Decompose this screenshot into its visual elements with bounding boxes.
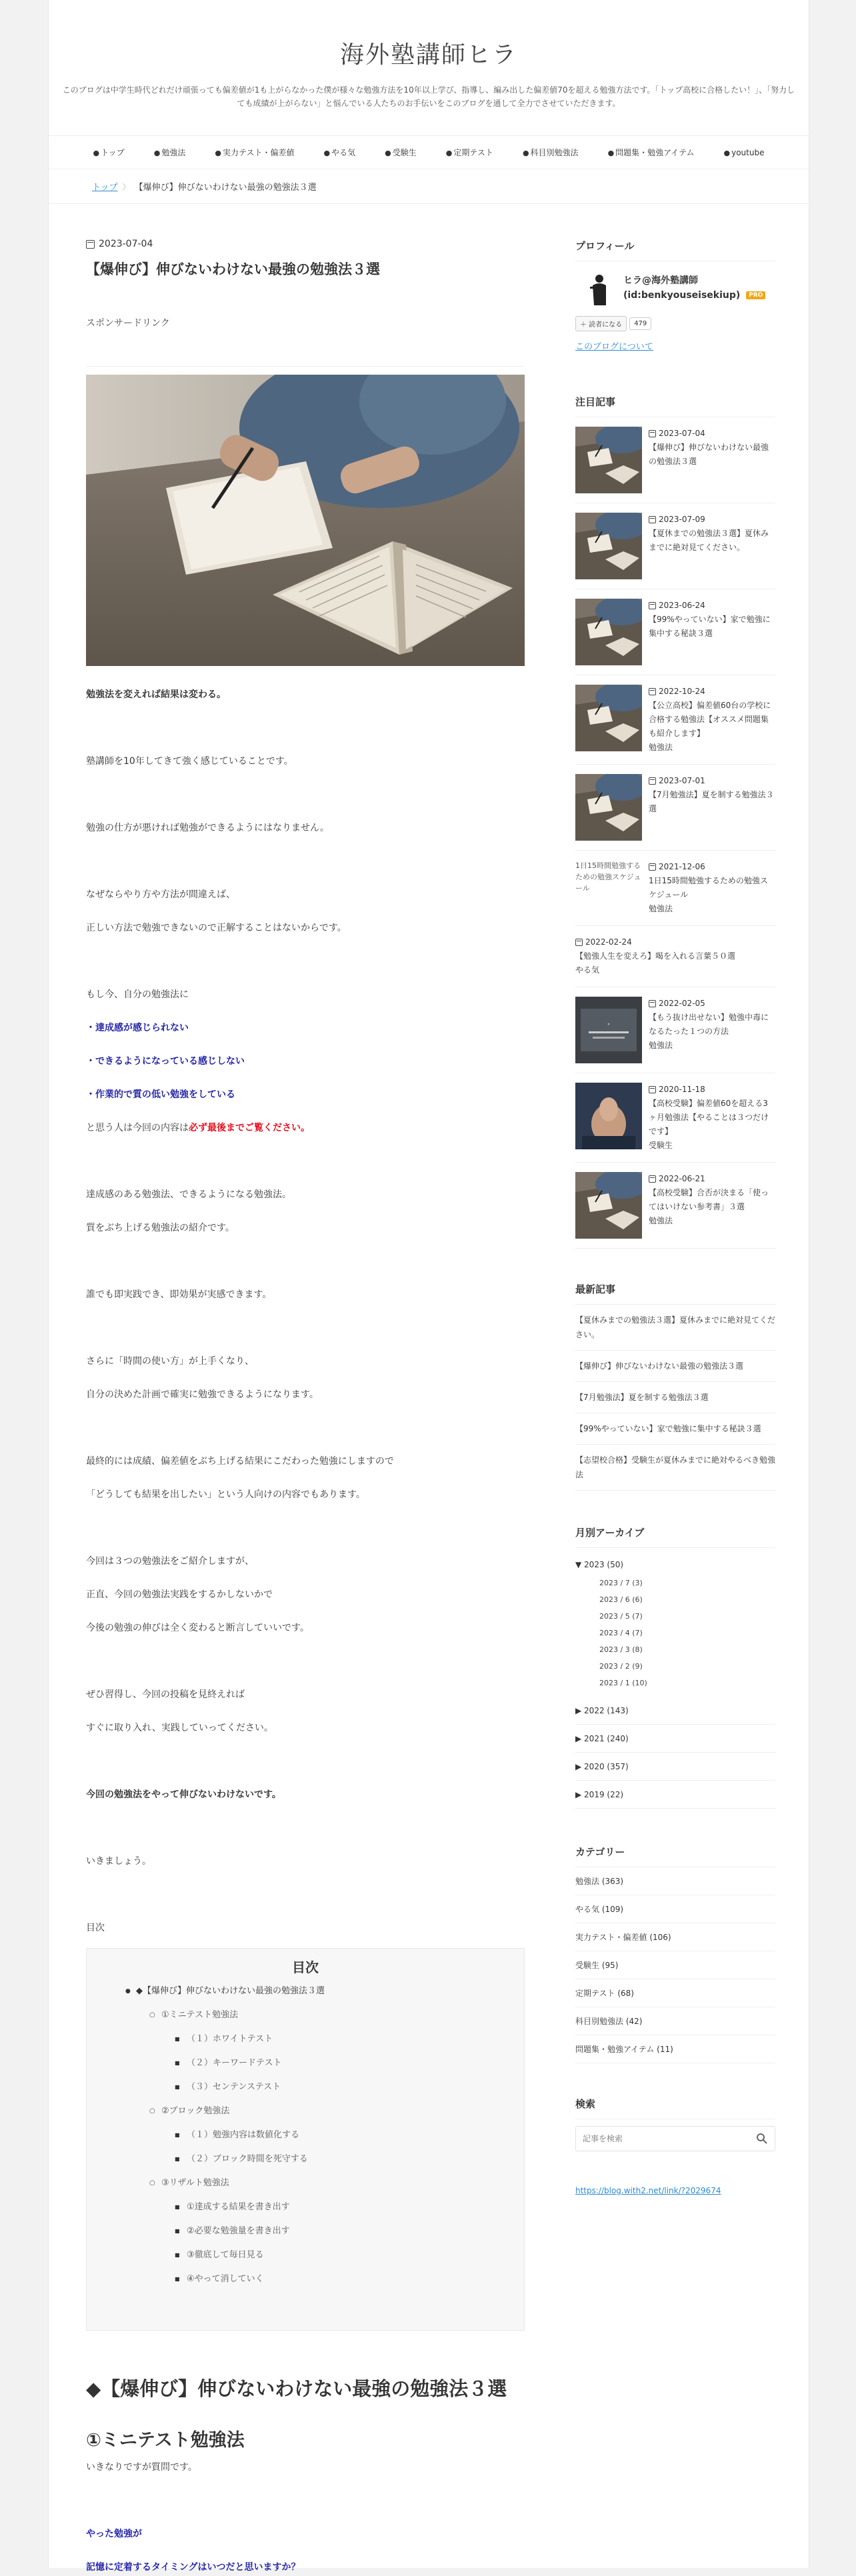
category-widget	[575, 1845, 775, 2063]
nav-item-regular-test[interactable]: ● 定期テスト	[431, 147, 508, 158]
recent-list	[575, 1305, 775, 1491]
recent-article-link[interactable]: 【爆伸び】伸びないわけない最強の勉強法３選	[575, 1351, 775, 1382]
nav-item-top[interactable]: ● トップ	[79, 147, 139, 158]
toc-item[interactable]: ■ ②必要な勉強量を書き出す	[115, 2219, 524, 2243]
article-thumbnail[interactable]	[575, 599, 642, 665]
featured-widget	[575, 395, 775, 1249]
featured-date-text: 2023-07-09	[659, 515, 705, 524]
nav-item-subject-study[interactable]: ● 科目別勉強法	[508, 147, 593, 158]
paragraph: 「どうしても結果を出したい」という人向けの内容でもあります。	[86, 1489, 365, 1500]
calendar-icon	[649, 1175, 656, 1183]
paragraph: 自分の決めた計画で確実に勉強できるようになります。	[86, 1389, 319, 1400]
featured-text	[649, 1172, 775, 1239]
toc-list	[115, 1979, 524, 2291]
paragraph-text: と思う人は今回の内容は	[86, 1123, 189, 1133]
paragraph: いきなりですが質問です。	[86, 2462, 197, 2473]
featured-article[interactable]	[575, 926, 775, 987]
featured-text	[649, 1083, 775, 1153]
featured-category[interactable]: 勉強法	[649, 1216, 673, 1225]
featured-title[interactable]: 1日15時間勉強するための勉強スケジュール	[649, 876, 768, 899]
nav-item-workbooks[interactable]: ● 問題集・勉強アイテム	[593, 147, 709, 158]
featured-date	[649, 774, 775, 788]
site-title[interactable]: 海外塾講師ヒラ	[339, 41, 517, 69]
recent-article-link[interactable]: 【志望校合格】受験生が夏休みまでに絶対やるべき勉強法	[575, 1445, 775, 1491]
featured-title[interactable]: 【99%やっていない】家で勉強に集中する秘訣３選	[649, 615, 771, 638]
featured-date-text: 2022-02-05	[659, 999, 705, 1008]
toc-label: 目次	[86, 1923, 105, 1933]
toc-item[interactable]: ○ ②ブロック勉強法	[115, 2099, 524, 2123]
featured-category[interactable]: 勉強法	[649, 1041, 673, 1050]
nav-item-examinee[interactable]: ● 受験生	[370, 147, 431, 158]
featured-date-text: 2023-07-04	[659, 429, 705, 438]
toc-item[interactable]: ■ （２）キーワードテスト	[115, 2051, 524, 2075]
highlight-bullet: ・作業的で質の低い勉強をしている	[86, 1089, 235, 1100]
featured-article[interactable]	[575, 675, 775, 765]
featured-date	[649, 1083, 775, 1097]
calendar-icon	[649, 863, 656, 871]
paragraph: 今後の勉強の伸びは全く変わると断言していいです。	[86, 1623, 309, 1633]
article-thumbnail[interactable]	[575, 685, 642, 751]
recent-article-link[interactable]: 【夏休みまでの勉強法３選】夏休みまでに絶対見てください。	[575, 1305, 775, 1351]
nav-item-test-score[interactable]: ● 実力テスト・偏差値	[200, 147, 309, 158]
featured-date-text: 2022-06-21	[659, 1174, 705, 1183]
highlight-bullet: ・達成感が感じられない	[86, 1023, 189, 1033]
featured-date	[649, 1172, 775, 1186]
archive-month-link[interactable]: 2023 / 1 (10)	[599, 1679, 647, 1687]
sponsored-label: スポンサードリンク	[86, 318, 170, 329]
featured-date	[649, 997, 775, 1011]
featured-date	[649, 860, 775, 874]
calendar-icon	[86, 240, 95, 249]
featured-article[interactable]	[575, 417, 775, 503]
featured-title[interactable]: 【7月勉強法】夏を制する勉強法３選	[649, 790, 774, 813]
table-of-contents	[86, 1948, 525, 2331]
paragraph: 今回は３つの勉強法をご紹介しますが、	[86, 1556, 254, 1567]
widget-title: 最新記事	[575, 1282, 775, 1305]
article-thumbnail[interactable]	[575, 513, 642, 579]
pro-badge: PRO	[746, 291, 765, 299]
paragraph: 達成感のある勉強法、できるようになる勉強法。	[86, 1189, 291, 1200]
featured-date	[575, 935, 775, 949]
calendar-icon	[649, 430, 656, 437]
archive-month-link[interactable]: 2023 / 7 (3)	[599, 1579, 643, 1587]
breadcrumb-home-link[interactable]: トップ	[92, 183, 118, 193]
profile-name[interactable]: ヒラ@海外塾講師	[623, 275, 698, 286]
calendar-icon	[649, 1086, 656, 1093]
toc-item[interactable]: ○ ①ミニテスト勉強法	[115, 2003, 524, 2027]
featured-title[interactable]: 【爆伸び】伸びないわけない最強の勉強法３選	[649, 443, 769, 466]
category-link[interactable]: 勉強法 (363)	[575, 1867, 775, 1895]
recent-widget	[575, 1282, 775, 1491]
paragraph: 勉強の仕方が悪ければ勉強ができるようにはなりません。	[86, 823, 329, 833]
toc-item[interactable]: ■ （３）センテンステスト	[115, 2075, 524, 2099]
featured-article[interactable]	[575, 503, 775, 589]
featured-text	[649, 599, 775, 665]
search-widget	[575, 2097, 775, 2151]
sidebar	[575, 204, 775, 2195]
paragraph: いきましょう。	[86, 1856, 151, 1867]
paragraph: すぐに取り入れ、実践していってください。	[86, 1723, 273, 1733]
reader-count: 479	[629, 317, 651, 330]
calendar-icon	[575, 939, 583, 946]
archive-year-link[interactable]: ▶ 2019 (22)	[575, 1781, 775, 1809]
toc-item[interactable]: ● ◆【爆伸び】伸びないわけない最強の勉強法３選	[115, 1979, 524, 2003]
profile-name-block	[623, 273, 765, 303]
featured-category[interactable]: 勉強法	[649, 904, 673, 913]
featured-text	[649, 997, 775, 1063]
profile-widget	[575, 239, 775, 352]
featured-article[interactable]	[575, 765, 775, 851]
hero-image	[86, 375, 525, 666]
archive-year-link[interactable]: ▶ 2021 (240)	[575, 1725, 775, 1753]
breadcrumb-current: 【爆伸び】伸びないわけない最強の勉強法３選	[134, 183, 317, 193]
search-input[interactable]	[576, 2127, 743, 2151]
post-date[interactable]	[86, 239, 525, 249]
highlight-bullet: ・できるようになっている感じしない	[86, 1056, 245, 1067]
featured-date-text: 2021-12-06	[659, 862, 705, 871]
lead-paragraph: 勉強法を変えれば結果は変わる。	[86, 689, 226, 700]
category-link[interactable]: やる気 (109)	[575, 1895, 775, 1923]
featured-date	[649, 685, 775, 699]
paragraph	[86, 1120, 525, 1137]
global-nav	[49, 136, 809, 169]
paragraph: もし今、自分の勉強法に	[86, 989, 189, 1000]
study-illustration	[86, 375, 525, 666]
article-thumbnail[interactable]	[575, 997, 642, 1063]
featured-date	[649, 599, 775, 613]
subscribe-button[interactable]: ＋ 読者になる	[575, 316, 627, 331]
article-thumbnail[interactable]	[575, 774, 642, 841]
toc-item[interactable]: ■ ④やって消していく	[115, 2267, 524, 2291]
red-emphasis: 必ず最後までご覧ください。	[189, 1123, 310, 1133]
featured-article[interactable]	[575, 1163, 775, 1249]
widget-title: カテゴリー	[575, 1845, 775, 1867]
nav-item-study-method[interactable]: ● 勉強法	[139, 147, 201, 158]
calendar-icon	[649, 777, 656, 785]
featured-category[interactable]: 勉強法	[649, 743, 673, 752]
category-link[interactable]: 問題集・勉強アイテム (11)	[575, 2035, 775, 2063]
archive-month-link[interactable]: 2023 / 4 (7)	[599, 1629, 643, 1637]
toc-item[interactable]: ○ ③リザルト勉強法	[115, 2171, 524, 2195]
calendar-icon	[649, 1000, 656, 1007]
featured-date	[649, 513, 775, 527]
highlight-line: 記憶に定着するタイミングはいつだと思いますか？	[86, 2562, 301, 2573]
site-description: このブログは中学生時代どれだけ頑張っても偏差値が1も上がらなかった僕が様々な勉強方法を10年以上学び、指導し、編み出した偏差値70を超える勉強方法です。「トップ高校に合格したい！」、「努力しても成績が上がらない」と悩んでいる人たちのお手伝いをこのブログを通して全力でさせていただきます。	[62, 85, 795, 108]
archive-month-link[interactable]: 2023 / 3 (8)	[599, 1645, 643, 1654]
calendar-icon	[649, 516, 656, 523]
archive-year-link[interactable]: ▶ 2020 (357)	[575, 1753, 775, 1781]
article-thumbnail[interactable]	[575, 1083, 642, 1149]
paragraph: さらに「時間の使い方」が上手くなり、	[86, 1356, 254, 1367]
featured-title[interactable]: 【高校受験】偏差値60を超える3ヶ月勉強法【やることは３つだけです】	[649, 1099, 769, 1136]
featured-title[interactable]: 【もう抜け出せない】勉強中毒になるたった１つの方法	[649, 1013, 769, 1036]
featured-date-text: 2023-07-01	[659, 776, 705, 785]
featured-category[interactable]: 受験生	[649, 1141, 673, 1150]
featured-article[interactable]	[575, 589, 775, 675]
toc-item[interactable]: ■ （１）ホワイトテスト	[115, 2027, 524, 2051]
paragraph: 正直、今回の勉強法実践をするかしないかで	[86, 1589, 273, 1600]
archive-year-link[interactable]: ▶ 2022 (143)	[575, 1697, 775, 1725]
featured-title[interactable]: 【夏休までの勉強法３選】夏休みまでに絶対見てください。	[649, 529, 769, 552]
broken-image-thumbnail[interactable]	[575, 860, 642, 916]
featured-list	[575, 417, 775, 1249]
featured-title[interactable]: 【高校受験】合否が決まる「使ってはいけない参考書」３選	[649, 1188, 769, 1211]
svg-text:": "	[607, 1023, 610, 1029]
featured-date-text: 2020-11-18	[659, 1085, 705, 1094]
archive-widget	[575, 1525, 775, 1809]
featured-text	[649, 513, 775, 579]
about-blog-link[interactable]: このブログについて	[575, 342, 653, 352]
thumbnail-alt-text: 1日15時間勉強するための勉強スケジュール	[575, 861, 641, 893]
paragraph: 最終的には成績、偏差値をぶち上げる結果にこだわった勉強にしますので	[86, 1456, 394, 1467]
toc-item[interactable]: ■ （１）勉強内容は数値化する	[115, 2123, 524, 2147]
widget-title: 月別アーカイブ	[575, 1525, 775, 1548]
search-box	[575, 2126, 775, 2151]
profile-id-row	[623, 288, 765, 303]
search-icon[interactable]	[756, 2133, 768, 2145]
toc-title: 目次	[292, 1959, 319, 1975]
page-wrapper	[48, 0, 809, 2573]
category-link[interactable]: 実力テスト・偏差値 (106)	[575, 1923, 775, 1951]
bold-paragraph: 今回の勉強法をやって伸びないわけないです。	[86, 1789, 281, 1800]
toc-item[interactable]: ■ （２）ブロック時間を死守する	[115, 2147, 524, 2171]
featured-article[interactable]	[575, 987, 775, 1073]
featured-date-text: 2023-06-24	[659, 601, 705, 610]
ranking-link[interactable]: https://blog.with2.net/link/?2029674	[575, 2186, 721, 2195]
avatar[interactable]	[575, 271, 617, 305]
recent-article-link[interactable]: 【99%やっていない】家で勉強に集中する秘訣３選	[575, 1413, 775, 1445]
featured-date	[649, 427, 775, 441]
featured-article[interactable]	[575, 1073, 775, 1163]
subsection-heading: ①ミニテスト勉強法	[86, 2430, 245, 2451]
featured-title[interactable]: 【公立高校】偏差値60台の学校に合格する勉強法【オススメ問題集も紹介します】	[649, 701, 771, 738]
featured-article[interactable]	[575, 851, 775, 926]
calendar-icon	[649, 602, 656, 609]
featured-text	[649, 860, 775, 916]
paragraph: なぜならやり方や方法が間違えば、	[86, 889, 235, 900]
divider	[86, 366, 525, 367]
calendar-icon	[649, 688, 656, 695]
widget-title: プロフィール	[575, 239, 775, 261]
paragraph: 誰でも即実践でき、即効果が実感できます。	[86, 1289, 272, 1300]
site-header	[49, 0, 809, 136]
article-thumbnail[interactable]	[575, 427, 642, 493]
archive-years	[575, 1697, 775, 1809]
archive-month-link[interactable]: 2023 / 5 (7)	[599, 1612, 643, 1621]
widget-title: 注目記事	[575, 395, 775, 417]
category-list	[575, 1867, 775, 2063]
avatar-silhouette	[575, 271, 617, 305]
recent-article-link[interactable]: 【7月勉強法】夏を制する勉強法３選	[575, 1382, 775, 1413]
widget-title: 検索	[575, 2097, 775, 2119]
breadcrumb	[49, 169, 809, 204]
category-link[interactable]: 科目別勉強法 (42)	[575, 2007, 775, 2035]
featured-text	[575, 935, 775, 977]
nav-item-motivation[interactable]: ● やる気	[309, 147, 371, 158]
article	[86, 204, 525, 2576]
post-title[interactable]: 【爆伸び】伸びないわけない最強の勉強法３選	[86, 261, 380, 277]
category-link[interactable]: 定期テスト (68)	[575, 1979, 775, 2007]
featured-date-text: 2022-10-24	[659, 687, 705, 696]
featured-text	[649, 774, 775, 841]
reader-row	[575, 316, 775, 331]
featured-date-text: 2022-02-24	[585, 937, 632, 947]
post-date-text: 2023-07-04	[99, 239, 153, 249]
breadcrumb-separator: 〉	[122, 182, 130, 191]
category-link[interactable]: 受験生 (95)	[575, 1951, 775, 1979]
toc-item[interactable]: ■ ①達成する結果を書き出す	[115, 2195, 524, 2219]
featured-category[interactable]: やる気	[575, 965, 600, 975]
article-thumbnail[interactable]	[575, 1172, 642, 1239]
paragraph: ぜひ習得し、今回の投稿を見終えれば	[86, 1689, 245, 1700]
toc-item[interactable]: ■ ③徹底して毎日見る	[115, 2243, 524, 2267]
section-heading: ◆【爆伸び】伸びないわけない最強の勉強法３選	[86, 2377, 507, 2400]
featured-text	[649, 427, 775, 493]
profile-header	[575, 271, 775, 305]
featured-text	[649, 685, 775, 755]
paragraph: 正しい方法で勉強できないので正解することはないからです。	[86, 923, 347, 933]
archive-year-expanded[interactable]: ▼ 2023 (50)	[575, 1560, 624, 1569]
archive-month-link[interactable]: 2023 / 2 (9)	[599, 1662, 643, 1671]
featured-title[interactable]: 【勉強人生を変えろ】喝を入れる言葉５０選	[575, 951, 736, 961]
paragraph: 塾講師を10年してきて強く感じていることです。	[86, 756, 293, 767]
nav-item-youtube[interactable]: ● youtube	[709, 148, 779, 157]
archive-month-link[interactable]: 2023 / 6 (6)	[599, 1595, 643, 1604]
archive-months	[575, 1575, 775, 1691]
highlight-line: やった勉強が	[86, 2529, 142, 2539]
profile-id: (id:benkyouseisekiup)	[623, 290, 741, 301]
paragraph: 質をぶち上げる勉強法の紹介です。	[86, 1223, 235, 1233]
